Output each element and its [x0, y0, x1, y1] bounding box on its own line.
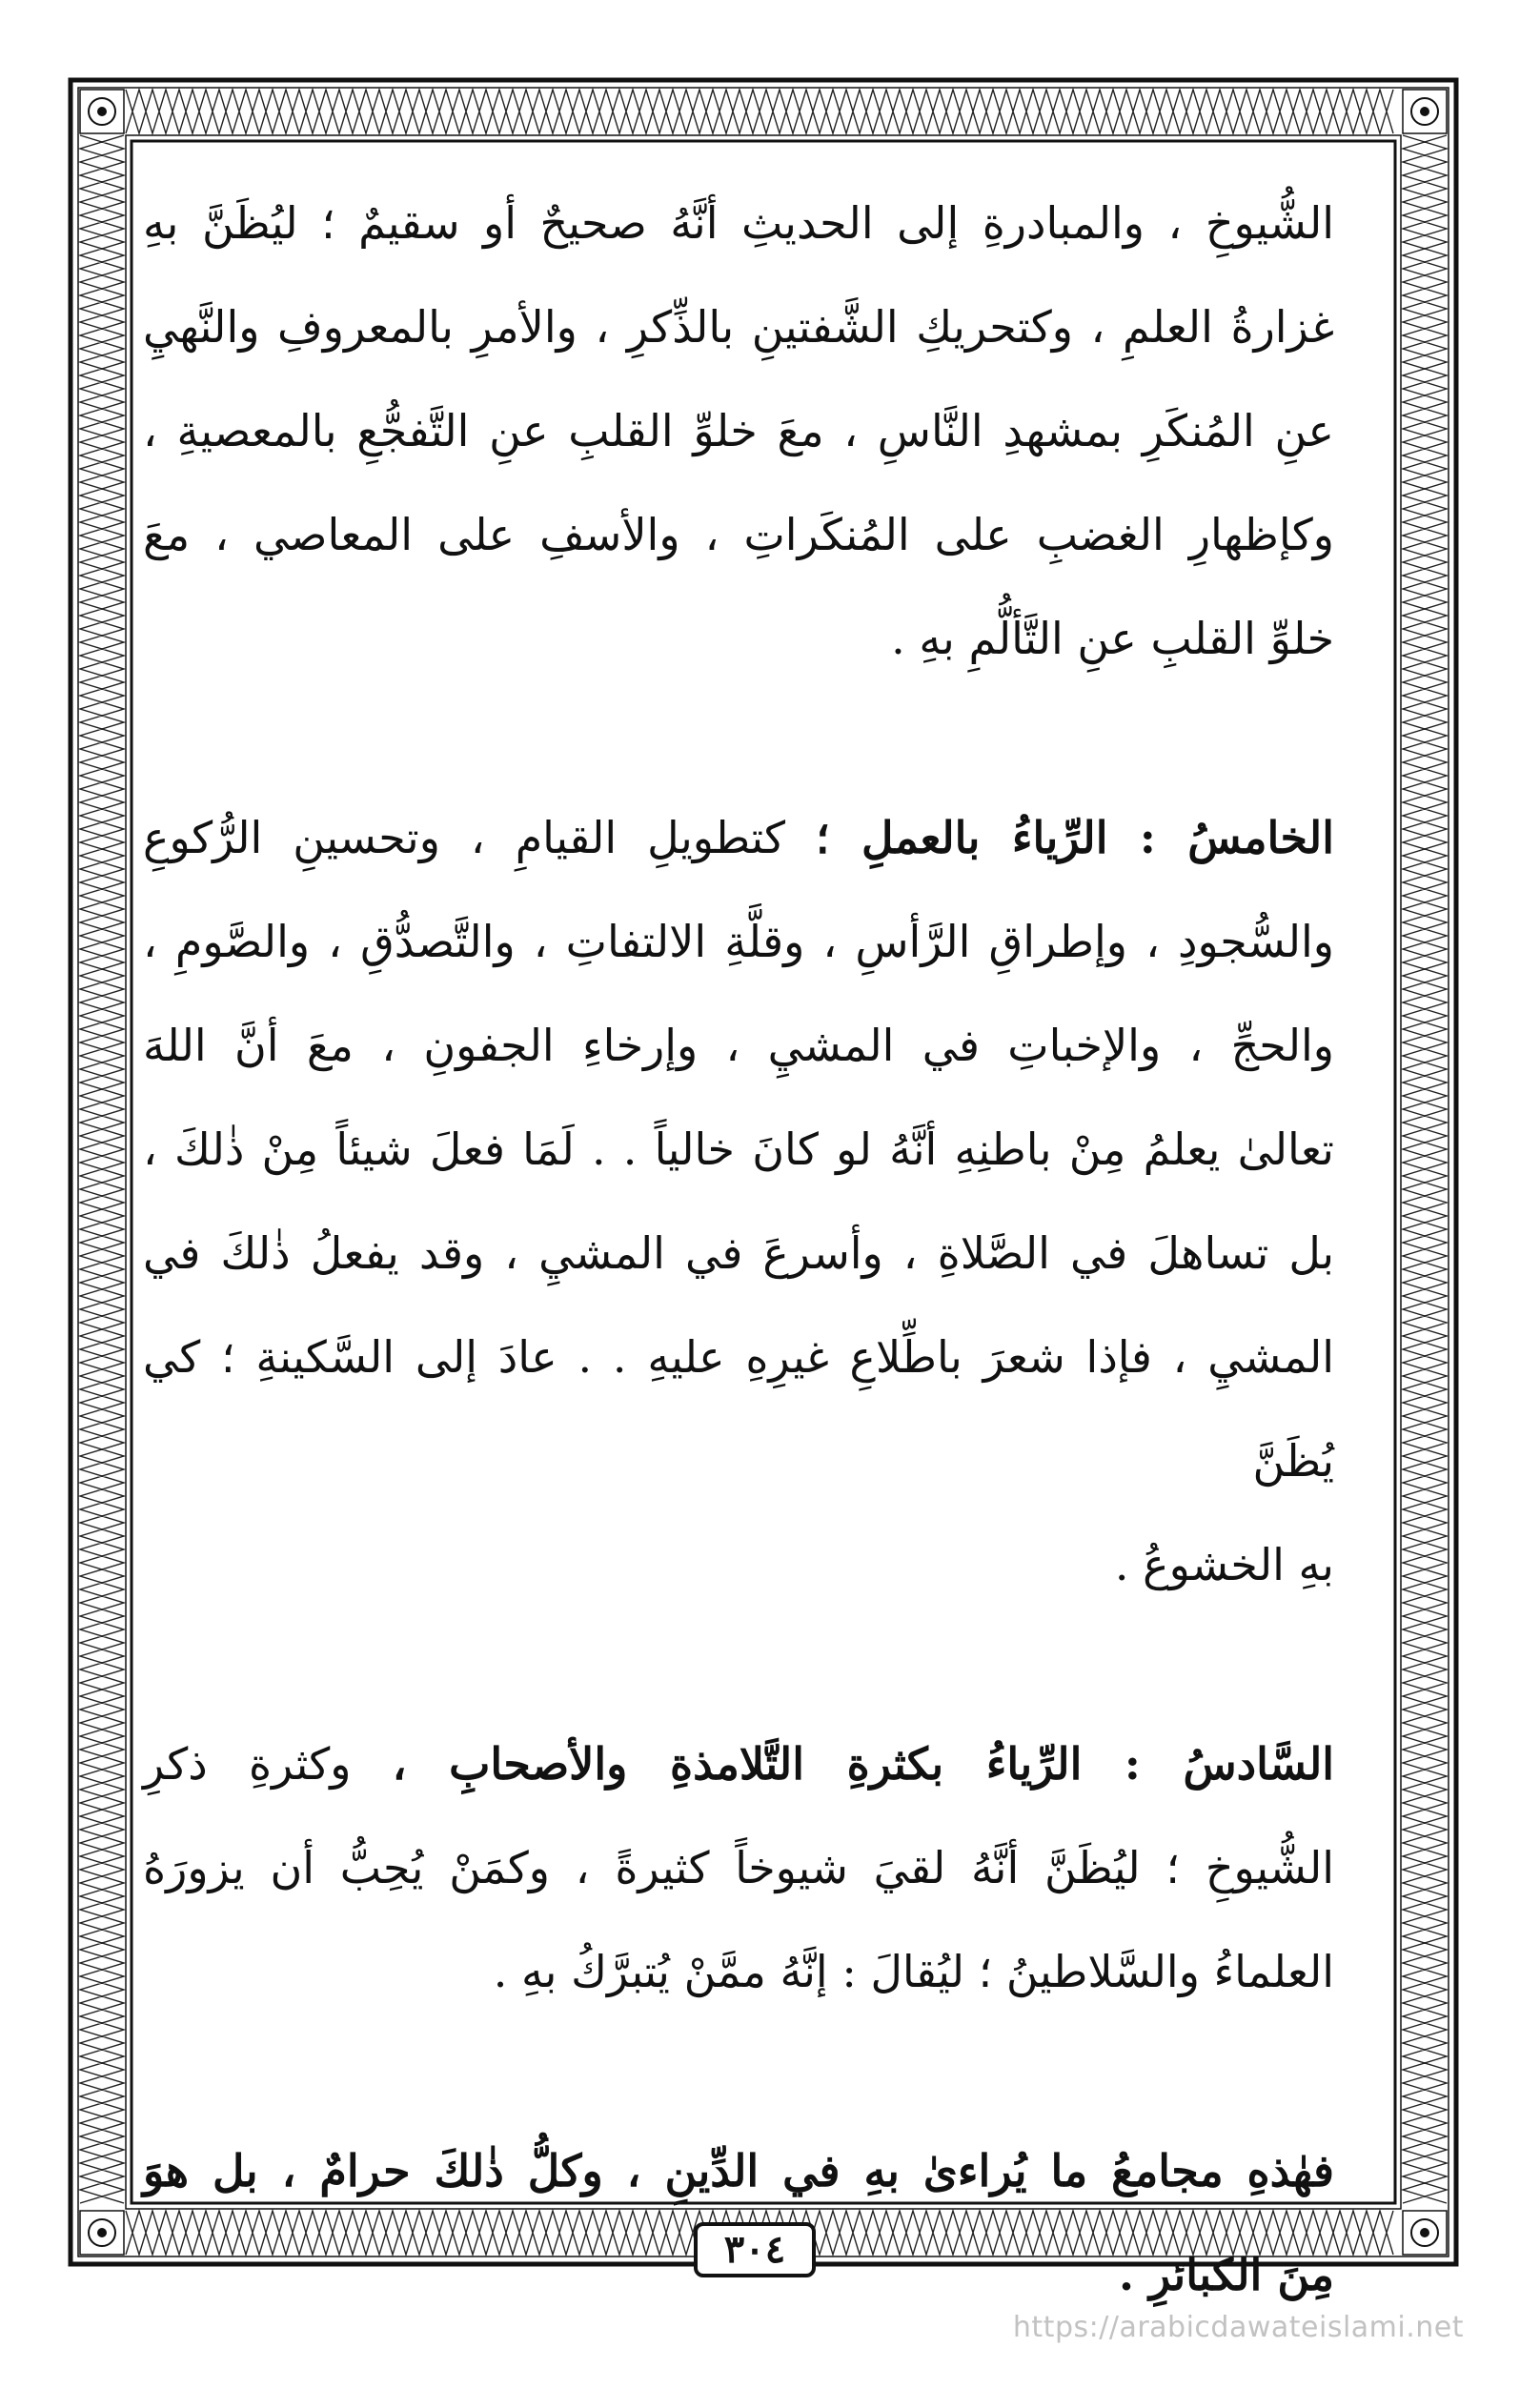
text-line: الشُّيوخِ ، والمبادرةِ إلى الحديثِ أنَّهُ صحيحٌ أو سقيمٌ ؛ ليُظَنَّ بهِ [143, 197, 1334, 249]
text-line: وكإظهارِ الغضبِ على المُنكَراتِ ، والأسفِ على المعاصي ، معَ [143, 509, 1334, 560]
paragraph-1 [143, 172, 1334, 691]
text-line: بهِ الخشوعُ . [1114, 1539, 1334, 1590]
text-line: والسُّجودِ ، وإطراقِ الرَّأسِ ، وقلَّةِ الالتفاتِ ، والتَّصدُّقِ ، والصَّومِ ، [143, 916, 1334, 967]
text-line: العلماءُ والسَّلاطينُ ؛ ليُقالَ : إنَّهُ ممَّنْ يُتبرَّكُ بهِ . [493, 1946, 1334, 1997]
text-line: الشُّيوخِ ؛ ليُظَنَّ أنَّهُ لقيَ شيوخاً كثيرةً ، وكمَنْ يُحِبُّ أن يزورَهُ [143, 1842, 1334, 1893]
text-line: بل تساهلَ في الصَّلاةِ ، وأسرعَ في المشيِ ، وقد يفعلُ ذٰلكَ في [143, 1227, 1334, 1279]
section-heading: السَّادسُ : الرِّياءُ بكثرةِ التَّلامذةِ والأصحابِ ، [392, 1738, 1334, 1790]
text-line: عنِ المُنكَرِ بمشهدِ النَّاسِ ، معَ خلوِّ القلبِ عنِ التَّفجُّعِ بالمعصيةِ ، [143, 405, 1334, 456]
text-line: الخامسُ : الرِّياءُ بالعملِ ؛ كتطويلِ القيامِ ، وتحسينِ الرُّكوعِ [143, 812, 1334, 863]
section-heading: الخامسُ : الرِّياءُ بالعملِ ؛ [816, 812, 1334, 863]
text-line: المشيِ ، فإذا شعرَ باطِّلاعِ غيرِهِ عليهِ . . عادَ إلى السَّكينةِ ؛ كي يُظَنَّ [143, 1331, 1334, 1487]
text-line: والحجِّ ، والإخباتِ في المشيِ ، وإرخاءِ الجفونِ ، معَ أنَّ اللهَ [143, 1020, 1334, 1071]
page-number: ٣٠٤ [694, 2222, 816, 2277]
text-line: تعالىٰ يعلمُ مِنْ باطنِهِ أنَّهُ لو كانَ خالياً . . لَمَا فعلَ شيئاً مِنْ ذٰلكَ ، [143, 1123, 1334, 1175]
paragraph-2 [143, 786, 1334, 1617]
text-line: السَّادسُ : الرِّياءُ بكثرةِ التَّلامذةِ والأصحابِ ، وكثرةِ ذكرِ [143, 1738, 1334, 1790]
text-line: مِنَ الكبائرِ . [1119, 2249, 1334, 2300]
text-line: غزارةُ العلمِ ، وكتحريكِ الشَّفتينِ بالذِّكرِ ، والأمرِ بالمعروفِ والنَّهيِ [143, 301, 1334, 353]
text-line: خلوِّ القلبِ عنِ التَّألُّمِ بهِ . [891, 613, 1334, 664]
text-line: فهٰذهِ مجامعُ ما يُراءىٰ بهِ في الدِّينِ ، وكلُّ ذٰلكَ حرامٌ ، بل هوَ [143, 2145, 1334, 2196]
watermark-url: https://arabicdawateislami.net [1012, 2311, 1464, 2344]
paragraph-3 [143, 1712, 1334, 2024]
